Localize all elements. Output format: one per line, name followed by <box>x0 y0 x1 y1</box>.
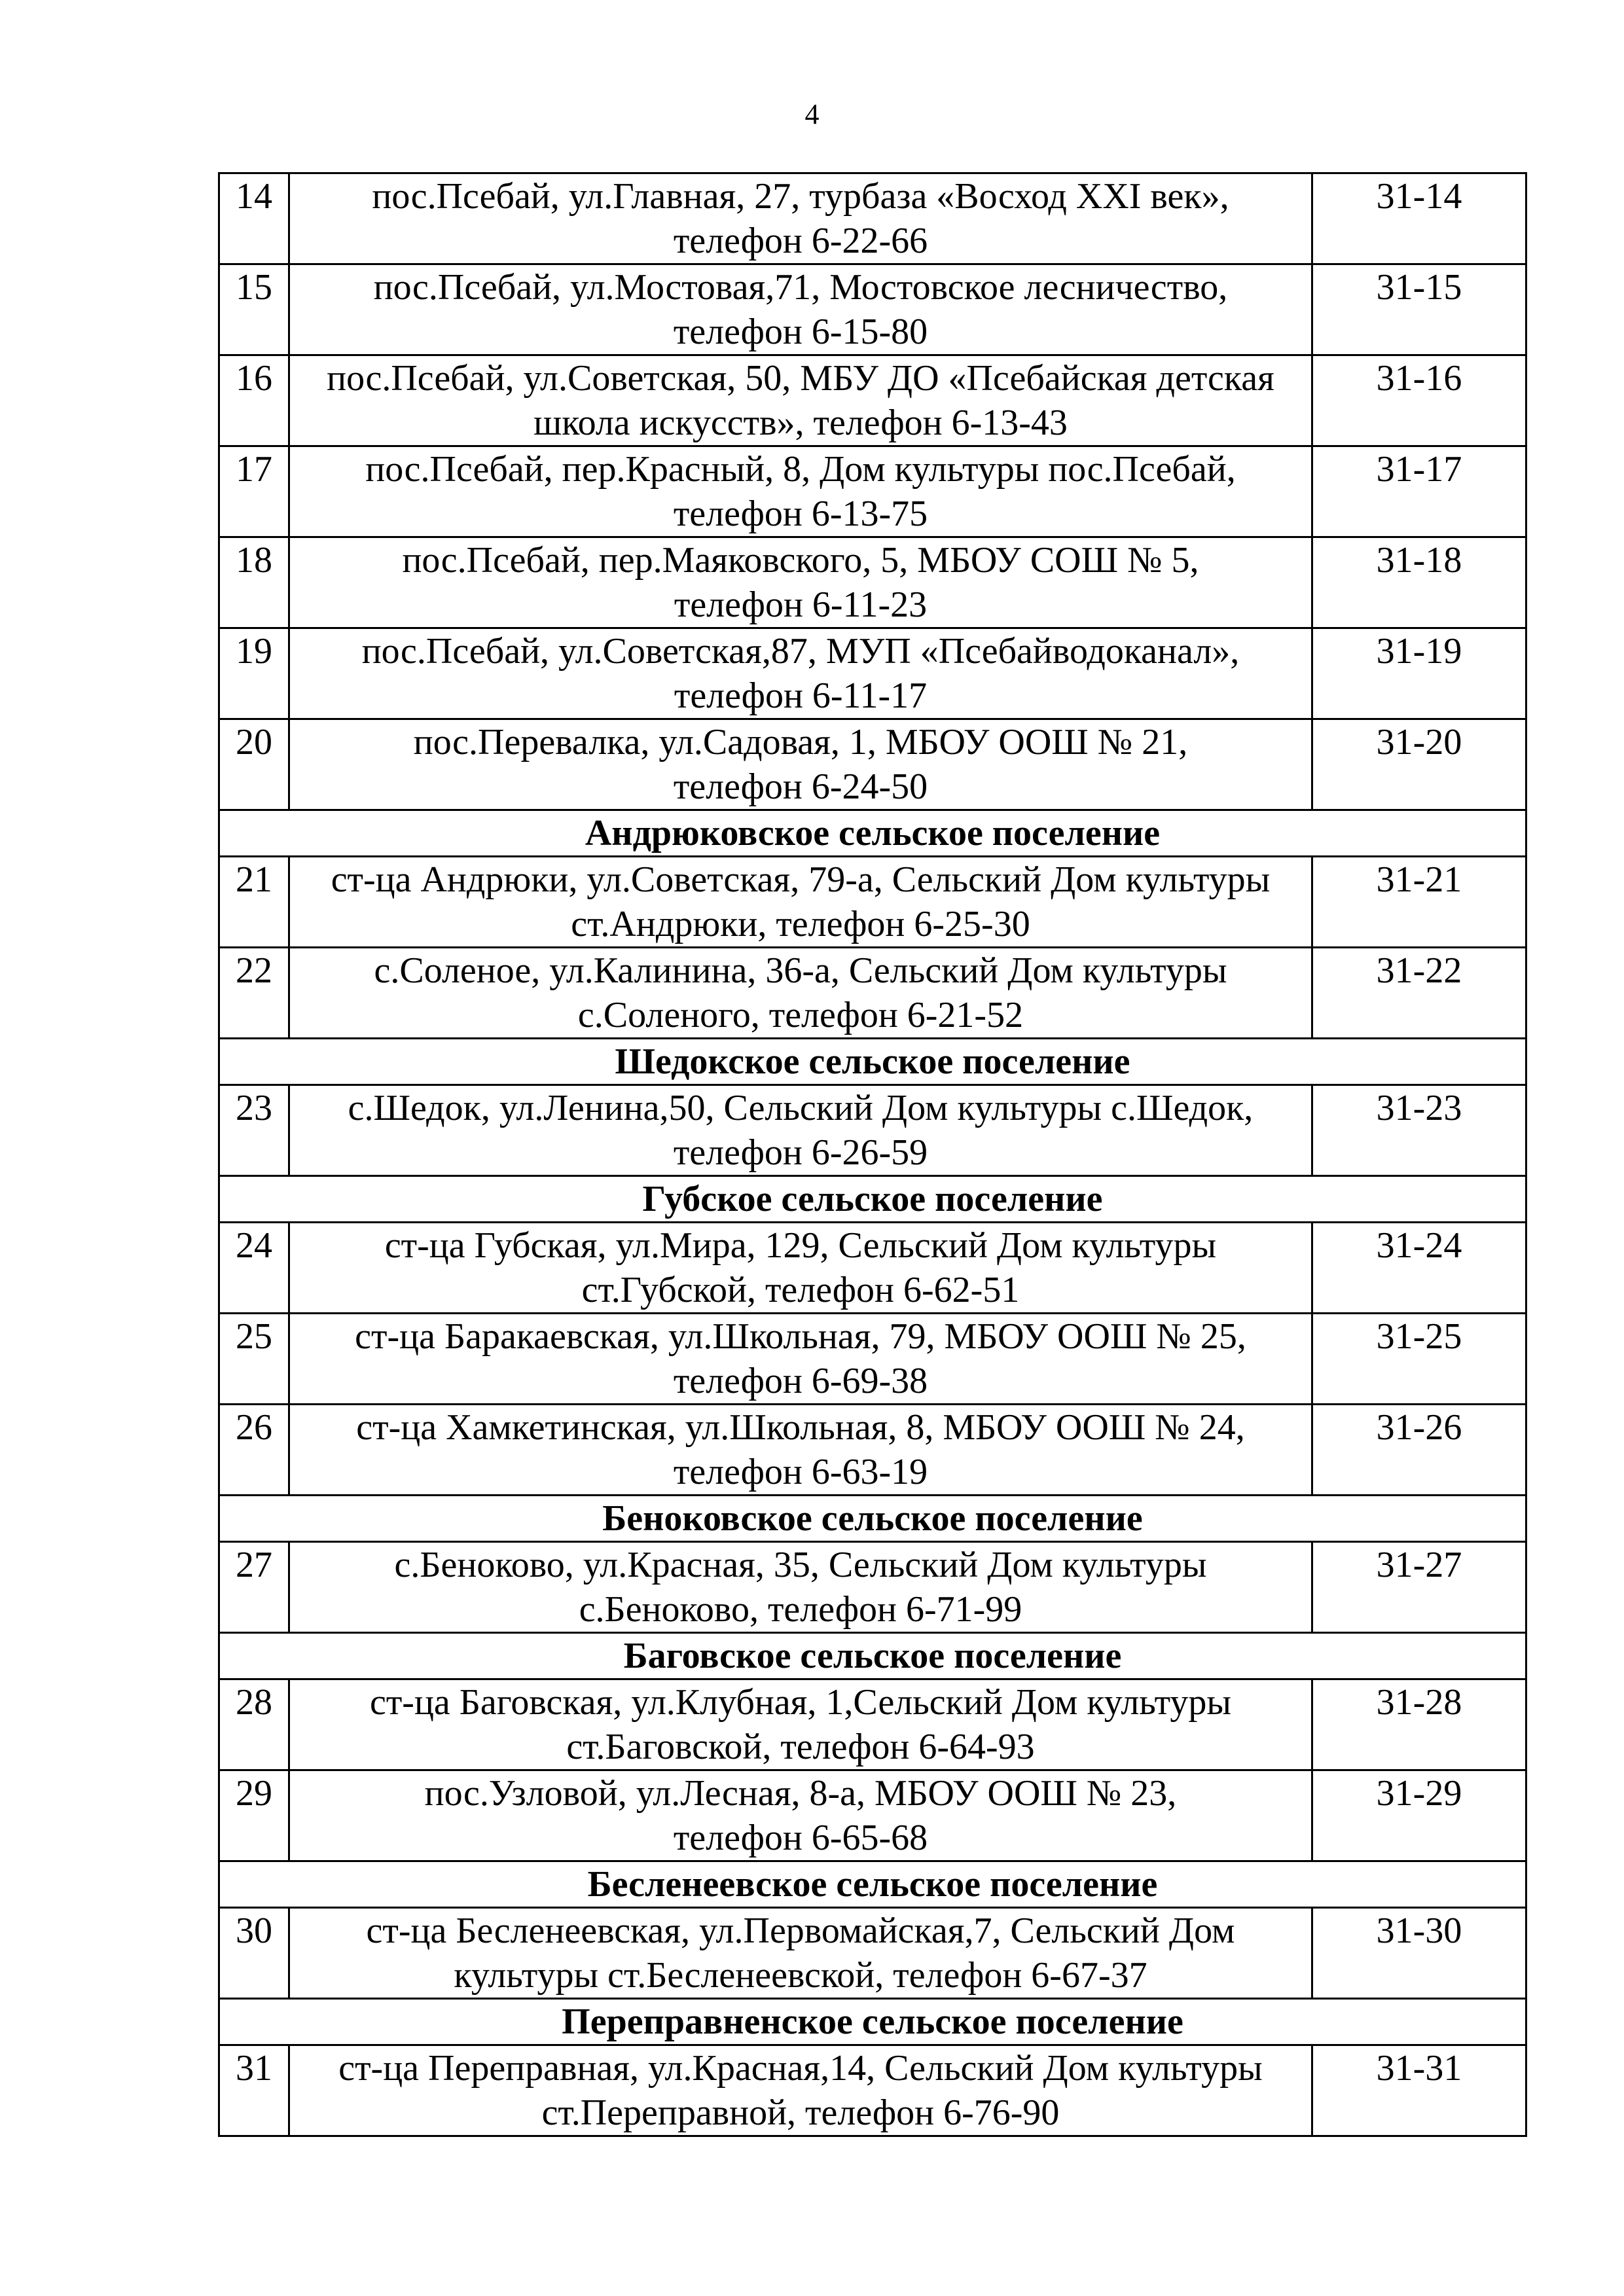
address-line: пос.Псебай, ул.Главная, 27, турбаза «Восход XXI век», <box>372 176 1229 217</box>
station-code: 31-14 <box>1312 173 1526 264</box>
phone-line: ст.Баговской, телефон 6-64-93 <box>566 1727 1035 1767</box>
table-row <box>219 2045 1526 2136</box>
address-cell <box>289 1908 1312 1999</box>
address-line: с.Соленое, ул.Калинина, 36-а, Сельский Дом культуры <box>374 950 1227 991</box>
row-number: 31 <box>219 2045 289 2136</box>
row-number: 25 <box>219 1314 289 1405</box>
section-header-row <box>219 1633 1526 1679</box>
section-title: Андрюковское сельское поселение <box>219 810 1526 857</box>
section-title: Переправненское сельское поселение <box>219 1999 1526 2045</box>
phone-line: культуры ст.Бесленеевской, телефон 6-67-37 <box>454 1955 1147 1996</box>
section-header-row <box>219 1861 1526 1908</box>
table-row <box>219 1085 1526 1176</box>
table-body <box>219 173 1526 2136</box>
station-code: 31-29 <box>1312 1770 1526 1861</box>
table-row <box>219 1314 1526 1405</box>
section-title: Губское сельское поселение <box>219 1176 1526 1223</box>
address-cell <box>289 537 1312 628</box>
station-code: 31-19 <box>1312 628 1526 719</box>
address-line: ст-ца Баракаевская, ул.Школьная, 79, МБОУ ООШ № 25, <box>355 1316 1246 1357</box>
address-cell <box>289 355 1312 446</box>
section-header-row <box>219 810 1526 857</box>
address-line: пос.Псебай, ул.Советская, 50, МБУ ДО «Псебайская детская <box>327 358 1274 399</box>
address-line: пос.Псебай, пер.Красный, 8, Дом культуры пос.Псебай, <box>365 449 1236 490</box>
row-number: 21 <box>219 857 289 948</box>
station-code: 31-30 <box>1312 1908 1526 1999</box>
row-number: 26 <box>219 1405 289 1496</box>
address-cell <box>289 264 1312 355</box>
row-number: 14 <box>219 173 289 264</box>
phone-line: школа искусств», телефон 6-13-43 <box>533 403 1068 443</box>
table-row <box>219 355 1526 446</box>
station-code: 31-18 <box>1312 537 1526 628</box>
row-number: 24 <box>219 1223 289 1314</box>
table-row <box>219 173 1526 264</box>
table-row <box>219 628 1526 719</box>
phone-line: телефон 6-13-75 <box>673 493 928 534</box>
phone-line: телефон 6-24-50 <box>673 766 928 807</box>
address-cell <box>289 948 1312 1039</box>
section-header-row <box>219 1999 1526 2045</box>
table-row <box>219 857 1526 948</box>
address-cell <box>289 1085 1312 1176</box>
table-row <box>219 1405 1526 1496</box>
address-cell <box>289 446 1312 537</box>
station-code: 31-17 <box>1312 446 1526 537</box>
address-cell <box>289 1223 1312 1314</box>
table-row <box>219 1908 1526 1999</box>
station-code: 31-20 <box>1312 719 1526 810</box>
row-number: 29 <box>219 1770 289 1861</box>
address-cell <box>289 857 1312 948</box>
row-number: 19 <box>219 628 289 719</box>
station-code: 31-24 <box>1312 1223 1526 1314</box>
phone-line: телефон 6-26-59 <box>673 1132 928 1173</box>
address-cell <box>289 1314 1312 1405</box>
phone-line: телефон 6-65-68 <box>673 1818 928 1858</box>
phone-line: телефон 6-15-80 <box>673 312 928 352</box>
table-row <box>219 264 1526 355</box>
station-code: 31-28 <box>1312 1679 1526 1770</box>
table-row <box>219 719 1526 810</box>
row-number: 17 <box>219 446 289 537</box>
row-number: 23 <box>219 1085 289 1176</box>
station-code: 31-22 <box>1312 948 1526 1039</box>
address-cell <box>289 173 1312 264</box>
section-title: Беноковское сельское поселение <box>219 1496 1526 1542</box>
address-line: с.Шедок, ул.Ленина,50, Сельский Дом культуры с.Шедок, <box>348 1088 1254 1128</box>
address-line: ст-ца Баговская, ул.Клубная, 1,Сельский Дом культуры <box>369 1682 1232 1723</box>
station-code: 31-27 <box>1312 1542 1526 1633</box>
row-number: 18 <box>219 537 289 628</box>
address-line: пос.Псебай, ул.Советская,87, МУП «Псебайводоканал», <box>361 631 1240 672</box>
phone-line: с.Беноково, телефон 6-71-99 <box>579 1589 1022 1630</box>
station-code: 31-23 <box>1312 1085 1526 1176</box>
table-row <box>219 1770 1526 1861</box>
row-number: 15 <box>219 264 289 355</box>
address-line: ст-ца Бесленеевская, ул.Первомайская,7, Сельский Дом <box>366 1910 1235 1951</box>
address-line: ст-ца Губская, ул.Мира, 129, Сельский Дом культуры <box>384 1225 1217 1266</box>
table-row <box>219 446 1526 537</box>
row-number: 16 <box>219 355 289 446</box>
address-cell <box>289 2045 1312 2136</box>
phone-line: с.Соленого, телефон 6-21-52 <box>577 995 1024 1035</box>
section-title: Бесленеевское сельское поселение <box>219 1861 1526 1908</box>
address-cell <box>289 719 1312 810</box>
phone-line: ст.Переправной, телефон 6-76-90 <box>541 2092 1060 2133</box>
row-number: 20 <box>219 719 289 810</box>
table-row <box>219 537 1526 628</box>
section-header-row <box>219 1176 1526 1223</box>
address-cell <box>289 1770 1312 1861</box>
phone-line: телефон 6-11-23 <box>674 584 928 625</box>
table-row <box>219 1542 1526 1633</box>
table-row <box>219 1679 1526 1770</box>
address-line: с.Беноково, ул.Красная, 35, Сельский Дом культуры <box>394 1545 1207 1585</box>
phone-line: телефон 6-69-38 <box>673 1361 928 1401</box>
section-header-row <box>219 1496 1526 1542</box>
row-number: 28 <box>219 1679 289 1770</box>
address-cell <box>289 1542 1312 1633</box>
station-code: 31-26 <box>1312 1405 1526 1496</box>
section-title: Баговское сельское поселение <box>219 1633 1526 1679</box>
address-line: пос.Перевалка, ул.Садовая, 1, МБОУ ООШ № 21, <box>413 722 1188 762</box>
row-number: 30 <box>219 1908 289 1999</box>
phone-line: телефон 6-11-17 <box>674 675 928 716</box>
table-row <box>219 1223 1526 1314</box>
address-cell <box>289 1405 1312 1496</box>
address-cell <box>289 1679 1312 1770</box>
phone-line: ст.Андрюки, телефон 6-25-30 <box>571 904 1030 944</box>
polling-stations-table <box>218 172 1527 2137</box>
row-number: 22 <box>219 948 289 1039</box>
section-header-row <box>219 1039 1526 1085</box>
address-cell <box>289 628 1312 719</box>
phone-line: ст.Губской, телефон 6-62-51 <box>581 1270 1020 1310</box>
station-code: 31-25 <box>1312 1314 1526 1405</box>
station-code: 31-15 <box>1312 264 1526 355</box>
table-row <box>219 948 1526 1039</box>
address-line: ст-ца Переправная, ул.Красная,14, Сельский Дом культуры <box>338 2048 1263 2089</box>
address-line: пос.Узловой, ул.Лесная, 8-а, МБОУ ООШ № 23, <box>424 1773 1177 1814</box>
row-number: 27 <box>219 1542 289 1633</box>
page-number: 4 <box>804 98 820 130</box>
station-code: 31-31 <box>1312 2045 1526 2136</box>
address-line: ст-ца Андрюки, ул.Советская, 79-а, Сельский Дом культуры <box>331 859 1271 900</box>
phone-line: телефон 6-63-19 <box>673 1452 928 1492</box>
station-code: 31-16 <box>1312 355 1526 446</box>
address-line: ст-ца Хамкетинская, ул.Школьная, 8, МБОУ ООШ № 24, <box>356 1407 1245 1448</box>
section-title: Шедокское сельское поселение <box>219 1039 1526 1085</box>
address-line: пос.Псебай, пер.Маяковского, 5, МБОУ СОШ № 5, <box>402 540 1199 581</box>
phone-line: телефон 6-22-66 <box>673 221 928 261</box>
station-code: 31-21 <box>1312 857 1526 948</box>
address-line: пос.Псебай, ул.Мостовая,71, Мостовское лесничество, <box>373 267 1228 308</box>
